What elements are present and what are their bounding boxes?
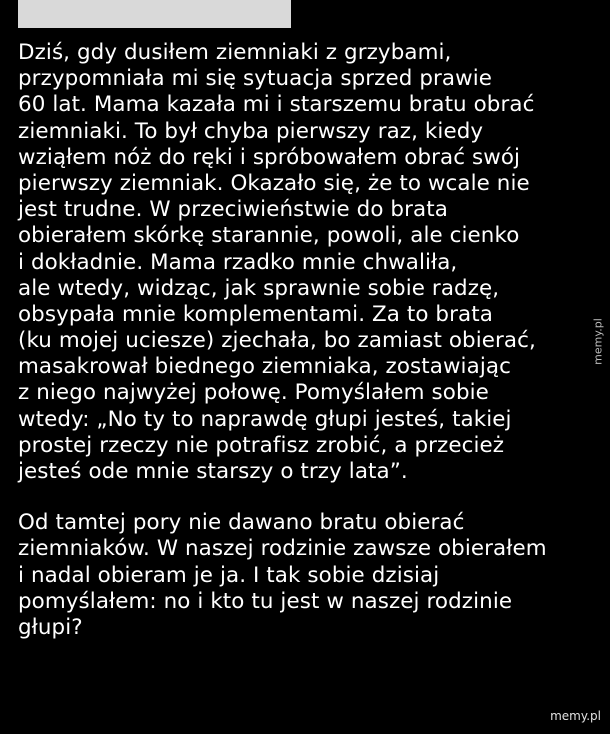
- story-line: głupi?: [18, 614, 83, 640]
- bottom-watermark: memy.pl: [550, 709, 601, 723]
- story-line: ziemniaków. W naszej rodzinie zawsze obierałem: [18, 536, 547, 562]
- paragraph-gap: [18, 485, 578, 510]
- story-line: Od tamtej pory nie dawano bratu obierać: [18, 510, 465, 536]
- story-line: 60 lat. Mama kazała mi i starszemu bratu obrać: [18, 92, 535, 118]
- side-watermark: memy.pl: [591, 318, 605, 365]
- paragraph-1: [18, 40, 578, 485]
- story-text: [18, 40, 578, 641]
- story-line: ziemniaki. To był chyba pierwszy raz, kiedy: [18, 118, 484, 144]
- story-line: (ku mojej uciesze) zjechała, bo zamiast obierać,: [18, 328, 536, 354]
- story-line: obierałem skórkę starannie, powoli, ale cienko: [18, 223, 520, 249]
- redacted-title-bar: [18, 0, 291, 28]
- story-line: i dokładnie. Mama rzadko mnie chwaliła,: [18, 249, 458, 275]
- story-line: wtedy: „No ty to naprawdę głupi jesteś, takiej: [18, 406, 512, 432]
- story-line: wziąłem nóż do ręki i spróbowałem obrać swój: [18, 144, 521, 170]
- story-line: z niego najwyżej połowę. Pomyślałem sobie: [18, 380, 489, 406]
- story-line: Dziś, gdy dusiłem ziemniaki z grzybami,: [18, 40, 452, 65]
- story-line: masakrował biednego ziemniaka, zostawiając: [18, 354, 511, 380]
- story-line: pierwszy ziemniak. Okazało się, że to wcale nie: [18, 170, 530, 196]
- paragraph-2: [18, 510, 578, 641]
- story-line: prostej rzeczy nie potrafisz zrobić, a przecież: [18, 432, 505, 458]
- story-line: jest trudne. W przeciwieństwie do brata: [18, 197, 448, 223]
- story-line: jesteś ode mnie starszy o trzy lata”.: [18, 459, 408, 484]
- story-line: i nadal obieram je ja. I tak sobie dzisiaj: [18, 562, 440, 588]
- story-line: obsypała mnie komplementami. Za to brata: [18, 301, 493, 327]
- story-line: ale wtedy, widząc, jak sprawnie sobie radzę,: [18, 275, 500, 301]
- story-line: pomyślałem: no i kto tu jest w naszej rodzinie: [18, 588, 513, 614]
- story-line: przypomniała mi się sytuacja sprzed prawie: [18, 66, 493, 92]
